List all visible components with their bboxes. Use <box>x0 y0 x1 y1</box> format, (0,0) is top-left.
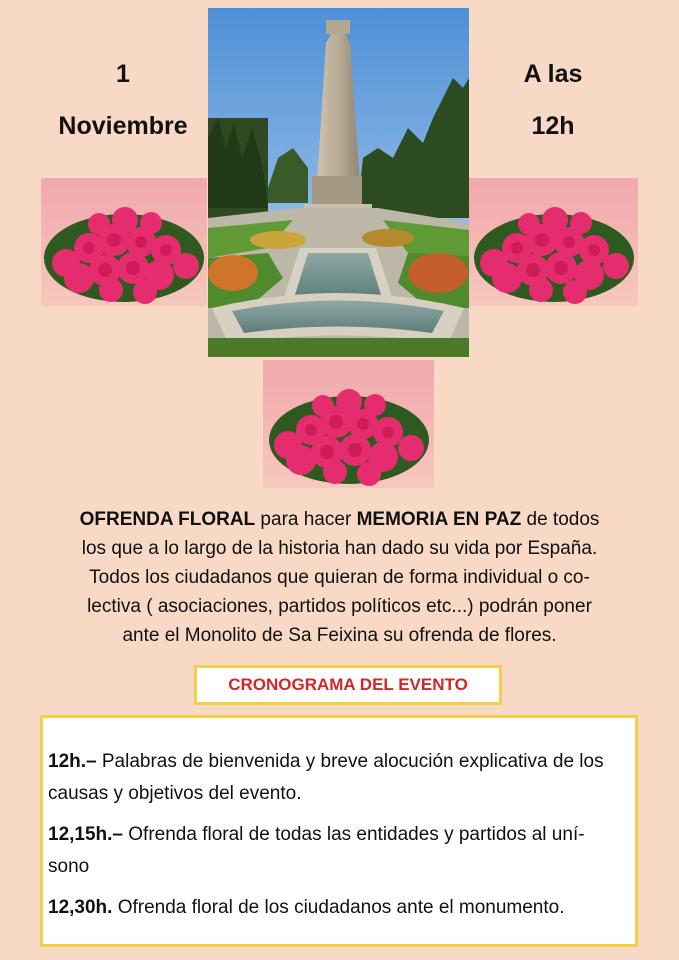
intro-lead-text: para hacer <box>255 509 357 530</box>
intro-lead-bold: OFRENDA FLORAL <box>79 509 256 530</box>
schedule-item <box>48 746 621 810</box>
intro-line-3: Todos los ciudadanos que quieran de forma individual o co- <box>89 567 590 588</box>
schedule-text: Palabras de bienvenida y breve alocución explicativa de los causas y objetivos del evento. <box>48 751 604 804</box>
event-day: 1 <box>116 60 130 88</box>
intro-line-2: los que a lo largo de la historia han dado su vida por España. <box>81 538 598 559</box>
schedule-text: Ofrenda floral de todas las entidades y partidos al uní-sono <box>48 824 585 877</box>
event-hour: 12h <box>531 112 575 140</box>
schedule-time: 12,30h. <box>48 897 113 918</box>
cronograma-title: CRONOGRAMA DEL EVENTO <box>194 665 502 705</box>
monument-photo <box>208 8 469 357</box>
rose-bouquet-image <box>263 360 434 488</box>
intro-lead-rest: de todos <box>521 509 600 530</box>
rose-bouquet-image <box>469 178 638 306</box>
rose-bouquet-image <box>41 178 207 306</box>
schedule-box <box>40 715 638 947</box>
intro-line-5: ante el Monolito de Sa Feixina su ofrenda de flores. <box>122 625 557 646</box>
schedule-time: 12h.– <box>48 751 97 772</box>
intro-lead-bold2: MEMORIA EN PAZ <box>356 509 522 530</box>
event-month: Noviembre <box>58 112 188 140</box>
schedule-text: Ofrenda floral de los ciudadanos ante el monumento. <box>112 897 565 918</box>
schedule-item <box>48 819 621 883</box>
intro-line-4: lectiva ( asociaciones, partidos políticos etc...) podrán poner <box>87 596 592 617</box>
event-time-prefix: A las <box>523 60 583 88</box>
event-date <box>38 48 208 152</box>
intro-paragraph <box>40 505 639 650</box>
event-time <box>468 48 638 152</box>
schedule-item <box>48 892 621 924</box>
schedule-time: 12,15h.– <box>48 824 123 845</box>
